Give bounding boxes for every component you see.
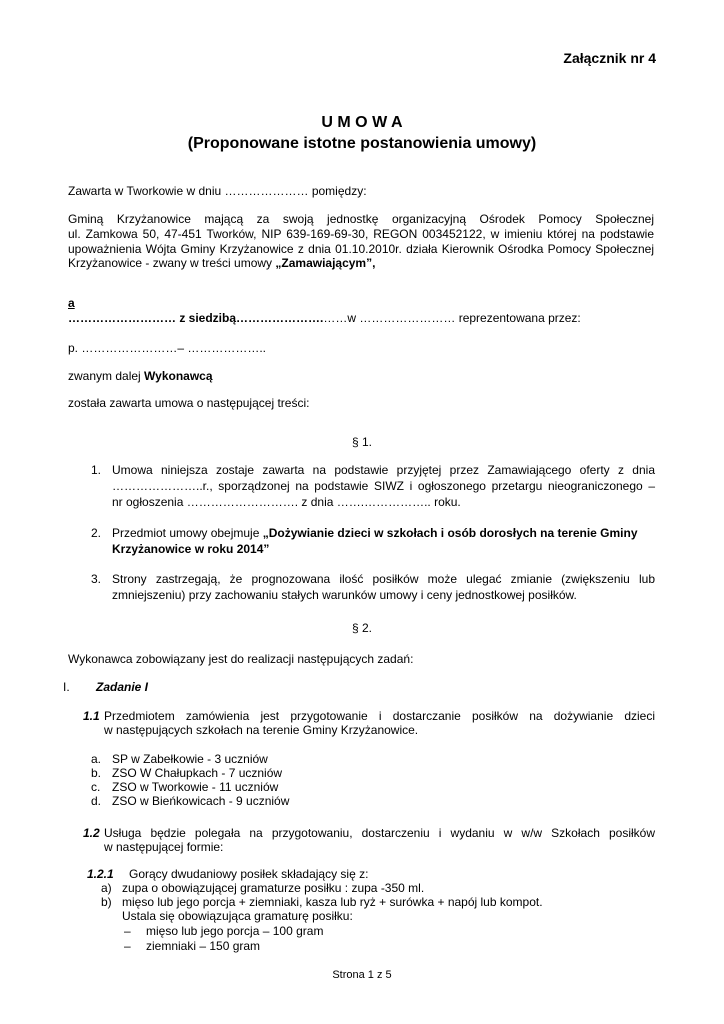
- meal-b-letter: b): [101, 895, 112, 909]
- section-2-intro: Wykonawca zobowiązany jest do realizacji następujących zadań:: [68, 652, 414, 666]
- meal-a-text: zupa o obowiązującej gramaturze posiłku : zupa -350 ml.: [122, 881, 425, 895]
- grammage-2-text: ziemniaki – 150 gram: [146, 939, 261, 953]
- p121-number: 1.2.1: [87, 867, 114, 881]
- task-number: I.: [63, 680, 70, 694]
- section-2-heading: § 2.: [351, 621, 372, 635]
- party2-represented: ……w …………………… reprezentowana przez:: [323, 311, 581, 325]
- document-title: U M O W A: [321, 114, 403, 131]
- party2-person-line: p. ……………………– ………………..: [68, 341, 267, 355]
- party2-seat: ……………………… z siedzibą………………….: [68, 311, 324, 325]
- contractor-called-line: [68, 369, 213, 384]
- s1-item-1-line-3: nr ogłoszenia ………………………. z dnia …….…………….. roku.: [112, 495, 461, 509]
- party1-called-text: Krzyżanowice - zwany w treści umowy: [68, 256, 276, 270]
- grammage-2-dash: –: [124, 939, 131, 953]
- s1-item-1-number: 1.: [91, 463, 102, 477]
- s1-item-3-number: 3.: [91, 572, 102, 586]
- p11-number: 1.1: [83, 709, 100, 723]
- concluded-at-line: Zawarta w Tworkowie w dniu ………………… pomiędzy:: [68, 184, 367, 198]
- s1-item-3-line-2: zmniejszeniu) przy zachowaniu stałych warunków umowy i ceny jednostkowej posiłków.: [112, 588, 577, 602]
- p11-line-2: w następujących szkołach na terenie Gminy Krzyżanowice.: [104, 723, 419, 737]
- p11-line-1: Przedmiotem zamówienia jest przygotowanie i dostarczanie posiłków na dożywianie dzieci: [104, 709, 655, 723]
- school-c-letter: c.: [91, 780, 101, 794]
- contractor-called-text: zwanym dalej: [68, 369, 145, 383]
- page-number: Strona 1 z 5: [332, 969, 392, 981]
- and-conjunction: a: [68, 296, 75, 310]
- grammage-intro: Ustala się obowiązująca gramaturę posiłku:: [122, 909, 353, 923]
- s1-item-2-text: Przedmiot umowy obejmuje: [112, 526, 263, 540]
- school-d-letter: d.: [91, 794, 102, 808]
- s1-item-1-line-2: …………………..r., sporządzonej na podstawie SIWZ i ogłoszonego przetargu nieograniczonego –: [112, 479, 655, 493]
- party1-line-3: upoważnienia Wójta Gminy Krzyżanowice z dnia 01.10.2010r. działa Kierownik Ośrodka Pomocy Społecznej: [68, 242, 654, 256]
- s1-item-2-subject: „Dożywianie dzieci w szkołach i osób dorosłych na terenie Gminy: [262, 526, 638, 540]
- party1-line-2: ul. Zamkowa 50, 47-451 Tworków, NIP 639-169-69-30, REGON 003452122, w imieniu której na podstawie: [68, 227, 654, 241]
- annex-label: Załącznik nr 4: [563, 50, 656, 66]
- school-a-letter: a.: [91, 752, 102, 766]
- s1-item-1-line-1: Umowa niniejsza zostaje zawarta na podstawie przyjętej przez Zamawiającego oferty z dnia: [112, 463, 655, 477]
- p12-line-1: Usługa będzie polegała na przygotowaniu, dostarczeniu i wydaniu w w/w Szkołach posiłków: [104, 826, 655, 840]
- school-b-text: ZSO W Chałupkach - 7 uczniów: [112, 766, 283, 780]
- party1-line-1: Gminą Krzyżanowice mającą za swoją jednostkę organizacyjną Ośrodek Pomocy Społecznej: [68, 212, 654, 226]
- p12-line-2: w następującej formie:: [104, 840, 224, 854]
- s1-item-3-line-1: Strony zastrzegają, że prognozowana ilość posiłków może ulegać zmianie (zwiększeniu lub: [112, 572, 655, 586]
- grammage-1-text: mięso lub jego porcja – 100 gram: [146, 924, 324, 938]
- contracting-authority-name: „Zamawiającym”,: [275, 256, 376, 270]
- p12-number: 1.2: [83, 826, 100, 840]
- party2-line: [68, 311, 581, 326]
- school-b-letter: b.: [91, 766, 102, 780]
- contractor-name: Wykonawcą: [144, 369, 213, 383]
- grammage-1-dash: –: [124, 924, 131, 938]
- school-c-text: ZSO w Tworkowie - 11 uczniów: [112, 780, 279, 794]
- s1-item-2-line-2: Krzyżanowice w roku 2014”: [112, 542, 270, 556]
- s1-item-2-line-1: [112, 526, 638, 541]
- school-a-text: SP w Zabełkowie - 3 uczniów: [112, 752, 268, 766]
- agreement-content-line: została zawarta umowa o następującej treści:: [68, 396, 310, 410]
- meal-b-text: mięso lub jego porcja + ziemniaki, kasza lub ryż + surówka + napój lub kompot.: [122, 895, 543, 909]
- school-d-text: ZSO w Bieńkowicach - 9 uczniów: [112, 794, 290, 808]
- task-title: Zadanie I: [96, 680, 149, 694]
- party1-line-4: [68, 256, 375, 271]
- section-1-heading: § 1.: [351, 435, 372, 449]
- document-subtitle: (Proponowane istotne postanowienia umowy): [187, 135, 537, 152]
- s1-item-2-number: 2.: [91, 526, 102, 540]
- p121-text: Gorący dwudaniowy posiłek składający się z:: [129, 867, 369, 881]
- meal-a-letter: a): [101, 881, 112, 895]
